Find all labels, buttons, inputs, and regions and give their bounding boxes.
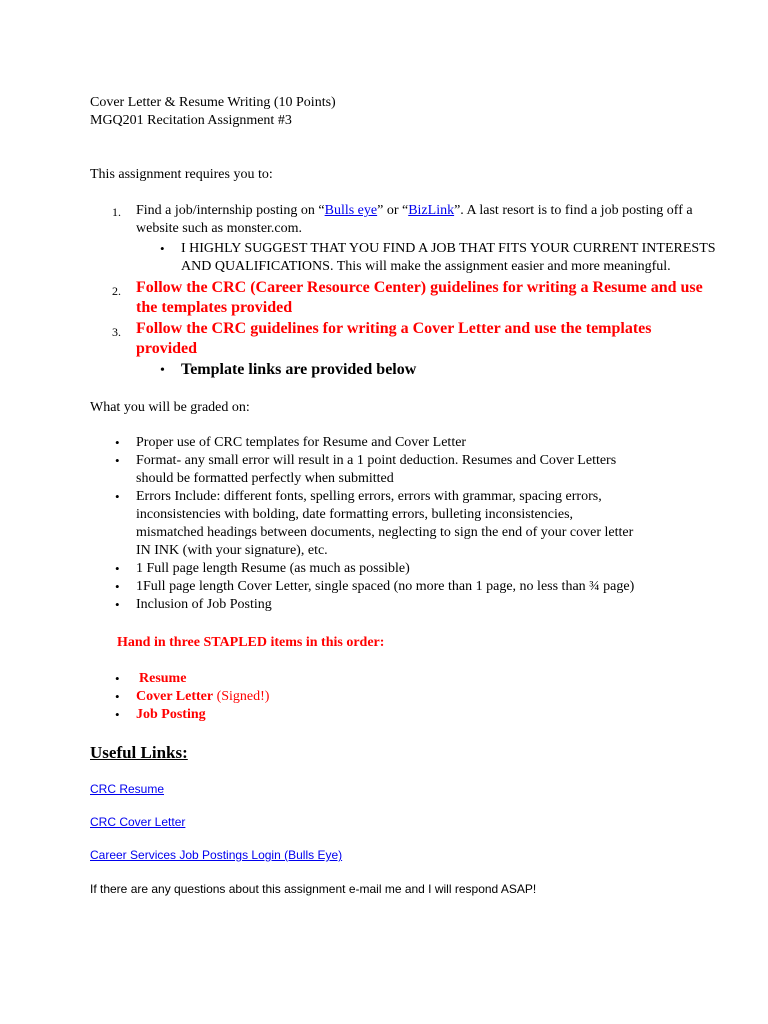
step-1-sub-line2: AND QUALIFICATIONS. This will make the assignment easier and more meaningful.: [181, 259, 671, 274]
step-1-line1: [136, 202, 693, 220]
graded-bullet-2: •: [115, 453, 120, 468]
graded-item-3-line4: IN INK (with your signature), etc.: [136, 543, 328, 558]
step-1-line2: website such as monster.com.: [136, 221, 303, 236]
intro-text: This assignment requires you to:: [90, 167, 273, 182]
graded-item-2-line1: Format- any small error will result in a 1 point deduction. Resumes and Cover Letters: [136, 453, 617, 468]
hand-in-bullet-1: •: [115, 671, 120, 686]
step-2-number: 2.: [112, 284, 121, 298]
step-3-sub-bullet: •: [160, 363, 165, 378]
doc-subtitle: MGQ201 Recitation Assignment #3: [90, 113, 292, 128]
step-3-number: 3.: [112, 325, 121, 339]
step-3-sub: Template links are provided below: [181, 361, 417, 378]
graded-item-5: 1Full page length Cover Letter, single spaced (no more than 1 page, no less than ¾ page): [136, 579, 635, 594]
hand-in-signed-note: (Signed!): [213, 689, 270, 704]
step-2-line2: the templates provided: [136, 299, 293, 316]
graded-item-3-line3: mismatched headings between documents, neglecting to sign the end of your cover letter: [136, 525, 634, 540]
hand-in-cover-letter: Cover Letter: [136, 689, 214, 704]
step-1-number: 1.: [112, 205, 121, 219]
graded-bullet-4: •: [115, 561, 120, 576]
step-1-text-c: ”. A last resort is to find a job posting off a: [454, 203, 693, 218]
hand-in-bullet-3: •: [115, 707, 120, 722]
graded-item-3-line2: inconsistencies with bolding, date formatting errors, bulleting inconsistencies,: [136, 507, 574, 522]
hand-in-heading: Hand in three STAPLED items in this order:: [117, 635, 385, 650]
graded-bullet-5: •: [115, 579, 120, 594]
hand-in-item-resume: Resume: [139, 671, 187, 686]
footer-note: If there are any questions about this assignment e-mail me and I will respond ASAP!: [90, 882, 537, 896]
step-3-line1: Follow the CRC guidelines for writing a Cover Letter and use the templates: [136, 320, 652, 337]
hand-in-bullet-2: •: [115, 689, 120, 704]
doc-title: Cover Letter & Resume Writing (10 Points): [90, 95, 336, 110]
useful-links-heading: Useful Links:: [90, 743, 188, 762]
graded-item-4: 1 Full page length Resume (as much as possible): [136, 561, 410, 576]
graded-item-3-line1: Errors Include: different fonts, spelling errors, errors with grammar, spacing errors,: [136, 489, 602, 504]
graded-bullet-1: •: [115, 435, 120, 450]
step-1-text-b: ” or “: [377, 203, 409, 218]
bizlink-link[interactable]: BizLink: [408, 203, 455, 218]
step-1-sub-bullet: •: [160, 241, 165, 256]
crc-resume-link[interactable]: CRC Resume: [90, 782, 165, 796]
graded-bullet-6: •: [115, 597, 120, 612]
step-2-line1: Follow the CRC (Career Resource Center) guidelines for writing a Resume and use: [136, 279, 703, 296]
graded-bullet-3: •: [115, 489, 120, 504]
bullseye-link[interactable]: Bulls eye: [324, 203, 378, 218]
graded-item-2-line2: should be formatted perfectly when submitted: [136, 471, 394, 486]
step-1-text-a: Find a job/internship posting on “: [136, 203, 325, 218]
step-3-line2: provided: [136, 340, 198, 357]
graded-item-1: Proper use of CRC templates for Resume and Cover Letter: [136, 435, 467, 450]
crc-cover-letter-link[interactable]: CRC Cover Letter: [90, 815, 186, 829]
hand-in-item-job-posting: Job Posting: [136, 707, 206, 722]
step-1-sub-line1: I HIGHLY SUGGEST THAT YOU FIND A JOB THAT FITS YOUR CURRENT INTERESTS: [181, 241, 716, 256]
career-services-link[interactable]: Career Services Job Postings Login (Bulls Eye): [90, 848, 343, 862]
graded-item-6: Inclusion of Job Posting: [136, 597, 272, 612]
hand-in-item-cover: [136, 688, 269, 706]
graded-heading: What you will be graded on:: [90, 400, 250, 415]
